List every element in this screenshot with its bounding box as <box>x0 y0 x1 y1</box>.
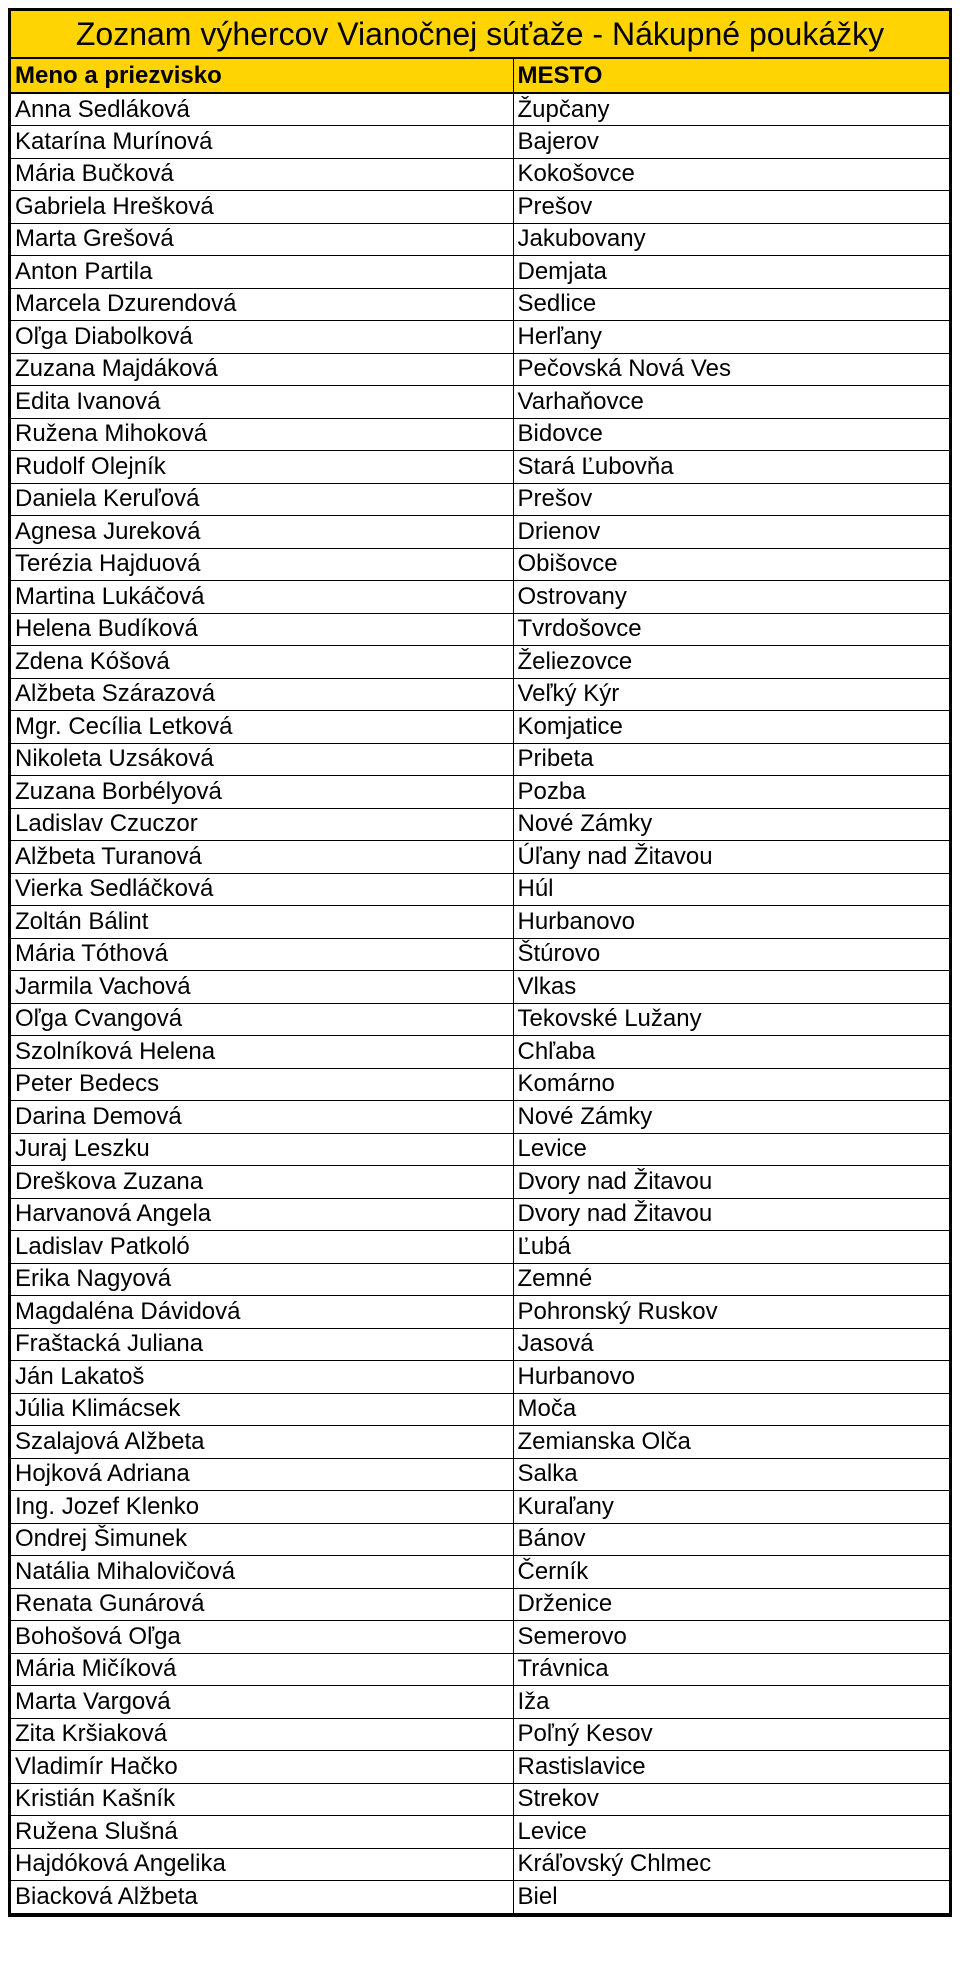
table-row <box>11 158 949 191</box>
winner-city-cell: Stará Ľubovňa <box>513 451 949 484</box>
winner-city-cell: Veľký Kýr <box>513 678 949 711</box>
table-row <box>11 1166 949 1199</box>
winner-name-cell: Harvanová Angela <box>11 1198 513 1231</box>
table-row <box>11 841 949 874</box>
winner-city-cell: Strekov <box>513 1783 949 1816</box>
table-row <box>11 1231 949 1264</box>
winner-city-cell: Drienov <box>513 516 949 549</box>
winner-name-cell: Rudolf Olejník <box>11 451 513 484</box>
table-row <box>11 1588 949 1621</box>
winner-city-cell: Obišovce <box>513 548 949 581</box>
winner-name-cell: Ján Lakatoš <box>11 1361 513 1394</box>
winner-name-cell: Zoltán Bálint <box>11 906 513 939</box>
winner-city-cell: Levice <box>513 1816 949 1849</box>
winner-city-cell: Drženice <box>513 1588 949 1621</box>
winner-name-cell: Oľga Diabolková <box>11 321 513 354</box>
winner-name-cell: Daniela Keruľová <box>11 483 513 516</box>
winner-name-cell: Mária Tóthová <box>11 938 513 971</box>
table-row <box>11 288 949 321</box>
table-row <box>11 93 949 126</box>
winner-name-cell: Bohošová Oľga <box>11 1621 513 1654</box>
table-row <box>11 938 949 971</box>
winner-name-cell: Zuzana Majdáková <box>11 353 513 386</box>
winner-city-cell: Štúrovo <box>513 938 949 971</box>
table-row <box>11 451 949 484</box>
winner-city-cell: Jakubovany <box>513 223 949 256</box>
table-row <box>11 1816 949 1849</box>
table-row <box>11 418 949 451</box>
winner-name-cell: Szalajová Alžbeta <box>11 1426 513 1459</box>
table-row <box>11 191 949 224</box>
table-row <box>11 483 949 516</box>
winner-name-cell: Edita Ivanová <box>11 386 513 419</box>
sheet-title: Zoznam výhercov Vianočnej súťaže - Nákupné poukážky <box>11 11 949 59</box>
winner-name-cell: Kristián Kašník <box>11 1783 513 1816</box>
table-row <box>11 516 949 549</box>
winner-name-cell: Darina Demová <box>11 1101 513 1134</box>
table-row <box>11 223 949 256</box>
winner-name-cell: Vladimír Hačko <box>11 1751 513 1784</box>
winner-name-cell: Zita Kršiaková <box>11 1718 513 1751</box>
table-row <box>11 386 949 419</box>
winner-city-cell: Dvory nad Žitavou <box>513 1198 949 1231</box>
winner-name-cell: Zdena Kóšová <box>11 646 513 679</box>
winner-city-cell: Dvory nad Žitavou <box>513 1166 949 1199</box>
table-row <box>11 321 949 354</box>
winner-name-cell: Hojková Adriana <box>11 1458 513 1491</box>
winner-city-cell: Herľany <box>513 321 949 354</box>
table-row <box>11 1881 949 1914</box>
winner-city-cell: Tvrdošovce <box>513 613 949 646</box>
winner-city-cell: Rastislavice <box>513 1751 949 1784</box>
winner-name-cell: Helena Budíková <box>11 613 513 646</box>
winner-city-cell: Nové Zámky <box>513 1101 949 1134</box>
winner-city-cell: Jasová <box>513 1328 949 1361</box>
winner-city-cell: Komjatice <box>513 711 949 744</box>
winner-name-cell: Marta Vargová <box>11 1686 513 1719</box>
winner-city-cell: Černík <box>513 1556 949 1589</box>
winner-name-cell: Fraštacká Juliana <box>11 1328 513 1361</box>
winner-city-cell: Biel <box>513 1881 949 1914</box>
winner-city-cell: Bidovce <box>513 418 949 451</box>
winner-city-cell: Zemianska Olča <box>513 1426 949 1459</box>
table-row <box>11 1036 949 1069</box>
winner-city-cell: Demjata <box>513 256 949 289</box>
table-row <box>11 1068 949 1101</box>
winner-city-cell: Pozba <box>513 776 949 809</box>
winner-name-cell: Vierka Sedláčková <box>11 873 513 906</box>
winner-city-cell: Salka <box>513 1458 949 1491</box>
winner-city-cell: Sedlice <box>513 288 949 321</box>
winner-name-cell: Mgr. Cecília Letková <box>11 711 513 744</box>
winner-city-cell: Poľný Kesov <box>513 1718 949 1751</box>
winner-city-cell: Kuraľany <box>513 1491 949 1524</box>
winner-city-cell: Hurbanovo <box>513 1361 949 1394</box>
winner-city-cell: Chľaba <box>513 1036 949 1069</box>
table-row <box>11 776 949 809</box>
winner-city-cell: Bajerov <box>513 126 949 159</box>
winner-name-cell: Nikoleta Uzsáková <box>11 743 513 776</box>
table-row <box>11 1718 949 1751</box>
table-header-row <box>11 59 949 93</box>
winner-name-cell: Marta Grešová <box>11 223 513 256</box>
table-row <box>11 1556 949 1589</box>
winner-city-cell: Pribeta <box>513 743 949 776</box>
winner-city-cell: Trávnica <box>513 1653 949 1686</box>
winner-name-cell: Ing. Jozef Klenko <box>11 1491 513 1524</box>
winner-name-cell: Mária Bučková <box>11 158 513 191</box>
table-row <box>11 873 949 906</box>
table-row <box>11 646 949 679</box>
table-row <box>11 1101 949 1134</box>
winner-name-cell: Ladislav Czuczor <box>11 808 513 841</box>
table-row <box>11 613 949 646</box>
winner-name-cell: Anton Partila <box>11 256 513 289</box>
winner-name-cell: Terézia Hajduová <box>11 548 513 581</box>
winner-city-cell: Ostrovany <box>513 581 949 614</box>
winner-name-cell: Erika Nagyová <box>11 1263 513 1296</box>
table-row <box>11 1393 949 1426</box>
table-row <box>11 743 949 776</box>
table-row <box>11 1491 949 1524</box>
winner-city-cell: Semerovo <box>513 1621 949 1654</box>
winner-city-cell: Pečovská Nová Ves <box>513 353 949 386</box>
winner-name-cell: Mária Mičíková <box>11 1653 513 1686</box>
table-row <box>11 1621 949 1654</box>
table-row <box>11 1328 949 1361</box>
winner-city-cell: Varhaňovce <box>513 386 949 419</box>
winner-name-cell: Ondrej Šimunek <box>11 1523 513 1556</box>
table-row <box>11 1263 949 1296</box>
table-row <box>11 126 949 159</box>
winner-name-cell: Ružena Slušná <box>11 1816 513 1849</box>
winner-name-cell: Ružena Mihoková <box>11 418 513 451</box>
table-row <box>11 971 949 1004</box>
winner-city-cell: Bánov <box>513 1523 949 1556</box>
winner-name-cell: Peter Bedecs <box>11 1068 513 1101</box>
table-row <box>11 1523 949 1556</box>
winner-name-cell: Juraj Leszku <box>11 1133 513 1166</box>
winner-name-cell: Gabriela Hrešková <box>11 191 513 224</box>
winner-name-cell: Marcela Dzurendová <box>11 288 513 321</box>
table-row <box>11 1653 949 1686</box>
winner-name-cell: Oľga Cvangová <box>11 1003 513 1036</box>
table-row <box>11 1133 949 1166</box>
table-row <box>11 1751 949 1784</box>
winner-name-cell: Jarmila Vachová <box>11 971 513 1004</box>
winner-city-cell: Hurbanovo <box>513 906 949 939</box>
winner-name-cell: Alžbeta Turanová <box>11 841 513 874</box>
table-row <box>11 1296 949 1329</box>
table-row <box>11 353 949 386</box>
table-row <box>11 1003 949 1036</box>
winner-city-cell: Moča <box>513 1393 949 1426</box>
winner-name-cell: Natália Mihalovičová <box>11 1556 513 1589</box>
winner-city-cell: Iža <box>513 1686 949 1719</box>
winner-name-cell: Katarína Murínová <box>11 126 513 159</box>
table-row <box>11 256 949 289</box>
winner-name-cell: Hajdóková Angelika <box>11 1848 513 1881</box>
table-row <box>11 1848 949 1881</box>
winner-city-cell: Kokošovce <box>513 158 949 191</box>
winner-name-cell: Júlia Klimácsek <box>11 1393 513 1426</box>
winner-city-cell: Nové Zámky <box>513 808 949 841</box>
winner-name-cell: Agnesa Jureková <box>11 516 513 549</box>
winner-name-cell: Zuzana Borbélyová <box>11 776 513 809</box>
table-row <box>11 906 949 939</box>
winner-city-cell: Húl <box>513 873 949 906</box>
winner-city-cell: Prešov <box>513 191 949 224</box>
table-row <box>11 548 949 581</box>
winner-name-cell: Alžbeta Szárazová <box>11 678 513 711</box>
winner-city-cell: Prešov <box>513 483 949 516</box>
winners-sheet <box>8 8 952 1917</box>
column-header-name: Meno a priezvisko <box>11 59 513 93</box>
winner-city-cell: Úľany nad Žitavou <box>513 841 949 874</box>
table-row <box>11 1361 949 1394</box>
table-row <box>11 1458 949 1491</box>
winner-city-cell: Ľubá <box>513 1231 949 1264</box>
winner-name-cell: Biacková Alžbeta <box>11 1881 513 1914</box>
winner-name-cell: Magdaléna Dávidová <box>11 1296 513 1329</box>
table-row <box>11 678 949 711</box>
winner-name-cell: Renata Gunárová <box>11 1588 513 1621</box>
table-row <box>11 1198 949 1231</box>
winner-city-cell: Kráľovský Chlmec <box>513 1848 949 1881</box>
column-header-city: MESTO <box>513 59 949 93</box>
table-row <box>11 1783 949 1816</box>
table-row <box>11 581 949 614</box>
winner-name-cell: Dreškova Zuzana <box>11 1166 513 1199</box>
winner-city-cell: Levice <box>513 1133 949 1166</box>
table-row <box>11 808 949 841</box>
winner-name-cell: Martina Lukáčová <box>11 581 513 614</box>
winner-name-cell: Anna Sedláková <box>11 93 513 126</box>
winner-city-cell: Želiezovce <box>513 646 949 679</box>
winners-table <box>11 59 949 1914</box>
winner-city-cell: Komárno <box>513 1068 949 1101</box>
winner-city-cell: Tekovské Lužany <box>513 1003 949 1036</box>
table-row <box>11 711 949 744</box>
winner-city-cell: Pohronský Ruskov <box>513 1296 949 1329</box>
winner-city-cell: Župčany <box>513 93 949 126</box>
winner-city-cell: Zemné <box>513 1263 949 1296</box>
table-row <box>11 1686 949 1719</box>
winner-name-cell: Ladislav Patkoló <box>11 1231 513 1264</box>
table-row <box>11 1426 949 1459</box>
winners-table-body <box>11 59 949 1913</box>
winner-name-cell: Szolníková Helena <box>11 1036 513 1069</box>
winner-city-cell: Vlkas <box>513 971 949 1004</box>
